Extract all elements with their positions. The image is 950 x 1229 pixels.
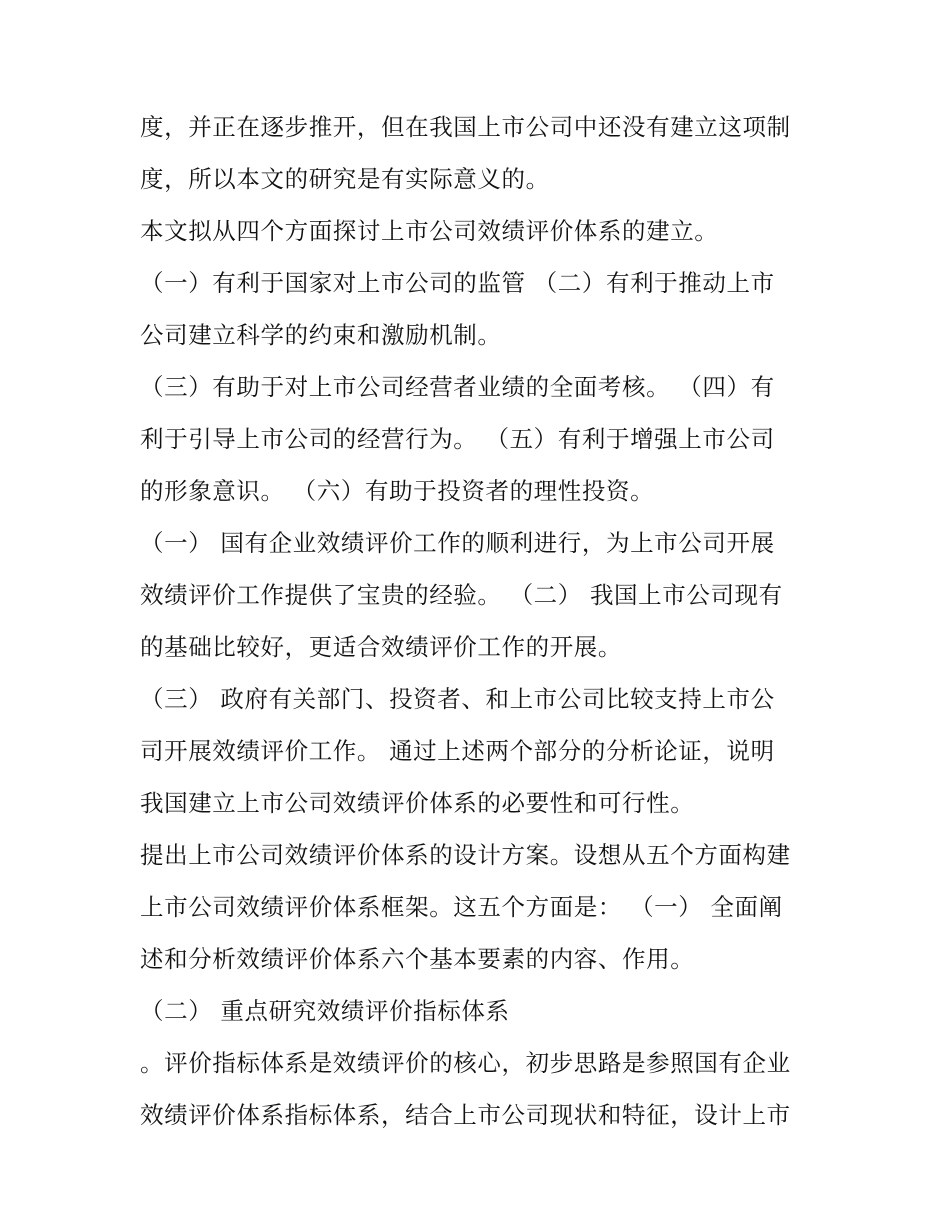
- text-line: 提出上市公司效绩评价体系的设计方案。设想从五个方面构建: [140, 841, 791, 869]
- text-line: 。评价指标体系是效绩评价的核心，初步思路是参照国有企业: [140, 1049, 791, 1077]
- text-line: 效绩评价体系指标体系，结合上市公司现状和特征，设计上市: [140, 1101, 791, 1129]
- text-line: 司开展效绩评价工作。 通过上述两个部分的分析论证，说明: [140, 737, 775, 765]
- text-line: 的基础比较好，更适合效绩评价工作的开展。: [140, 633, 622, 661]
- text-line: 公司建立科学的约束和激励机制。: [140, 321, 502, 349]
- text-line: 效绩评价工作提供了宝贵的经验。 （二） 我国上市公司现有: [140, 581, 783, 609]
- text-line: （三） 政府有关部门、投资者、和上市公司比较支持上市公: [140, 685, 775, 713]
- text-line: （一）有利于国家对上市公司的监管 （二）有利于推动上市: [140, 269, 775, 297]
- text-line: （二） 重点研究效绩评价指标体系: [140, 997, 510, 1025]
- text-line: 度，并正在逐步推开，但在我国上市公司中还没有建立这项制: [140, 113, 791, 141]
- text-line: 上市公司效绩评价体系框架。这五个方面是： （一） 全面阐: [140, 893, 783, 921]
- text-line: 度，所以本文的研究是有实际意义的。: [140, 165, 550, 193]
- text-line: （一） 国有企业效绩评价工作的顺利进行，为上市公司开展: [140, 529, 775, 557]
- text-line: 述和分析效绩评价体系六个基本要素的内容、作用。: [140, 945, 695, 973]
- text-line: 的形象意识。 （六）有助于投资者的理性投资。: [140, 477, 655, 505]
- text-line: 本文拟从四个方面探讨上市公司效绩评价体系的建立。: [140, 217, 719, 245]
- text-line: 我国建立上市公司效绩评价体系的必要性和可行性。: [140, 789, 695, 817]
- text-line: 利于引导上市公司的经营行为。 （五）有利于增强上市公司: [140, 425, 775, 453]
- text-line: （三）有助于对上市公司经营者业绩的全面考核。 （四）有: [140, 373, 775, 401]
